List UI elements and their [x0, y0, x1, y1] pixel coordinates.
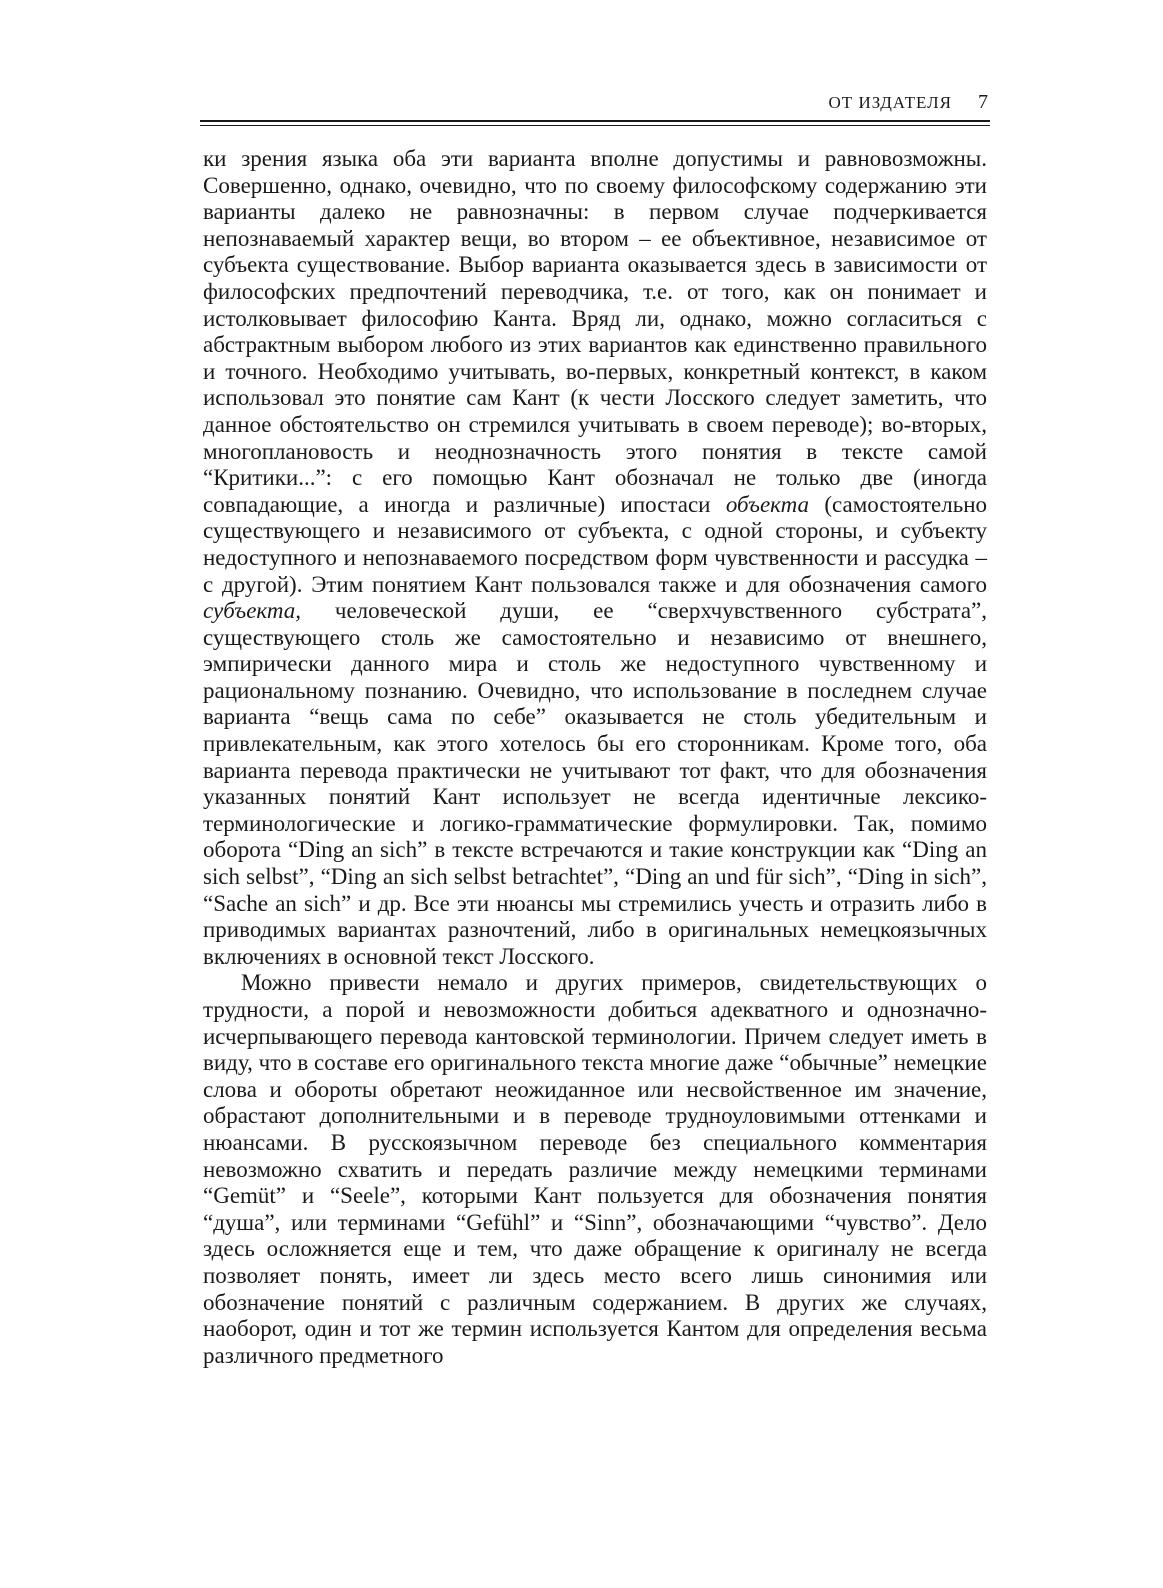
- italic-term-object: объекта: [725, 491, 810, 517]
- paragraph-1-text-c: человеческой души, ее “сверхчувственного субстрата”, существующего столь же самостоятельно и независимо от внешнего, эмпирически данного мира и столь же недоступного чувственному и рациональному познанию. Очевидно, что использование в последнем случае варианта “вещь сама по себе” оказывается не столь убедительным и привлекательным, как этого хотелось бы его сторонникам. Кроме того, оба варианта перевода практически не учитывают тот факт, что для обозначения указанных понятий Кант использует не всегда идентичные лексико-терминологические и логико-грамматические формулировки. Так, помимо оборота “Ding an sich” в тексте встречаются и такие конструкции как “Ding an sich selbst”, “Ding an sich selbst betrachtet”, “Ding an und für sich”, “Ding in sich”, “Sache an sich” и др. Все эти нюансы мы стремились учесть и отразить либо в приводимых вариантах разночтений, либо в оригинальных немецкоязычных включениях в основной текст Лосского.: [203, 598, 987, 969]
- body-text: [203, 146, 987, 1369]
- paragraph-2: Можно привести немало и других примеров, свидетельствующих о трудности, а порой и невозможности добиться адекватного и однозначно-исчерпывающего перевода кантовской терминологии. Причем следует иметь в виду, что в составе его оригинального текста многие даже “обычные” немецкие слова и обороты обретают неожиданное или несвойственное им значение, обрастают дополнительными и в переводе трудноуловимыми оттенками и нюансами. В русскоязычном переводе без специального комментария невозможно схватить и передать различие между немецкими терминами “Gemüt” и “Seele”, которыми Кант пользуется для обозначения понятия “душа”, или терминами “Gefühl” и “Sinn”, обозначающими “чувство”. Дело здесь осложняется еще и тем, что даже обращение к оригиналу не всегда позволяет понять, имеет ли здесь место всего лишь синонимия или обозначение понятий с различным содержанием. В других же случаях, наоборот, один и тот же термин используется Кантом для определения весьма различного предметного: [203, 970, 987, 1368]
- page-number: 7: [978, 91, 988, 113]
- paragraph-1: [203, 146, 987, 970]
- header-rule-thick: [200, 120, 990, 122]
- paragraph-1-text-b: (самостоятельно существующего и независимого от субъекта, с одной стороны, и субъекту недоступного и непознаваемого посредством форм чувственности и рассудка – с другой). Этим понятием Кант пользовался также и для обозначения самого: [203, 491, 988, 597]
- header-rule-thin: [200, 125, 990, 126]
- running-header: [200, 90, 990, 120]
- italic-term-subject: субъекта,: [203, 598, 301, 624]
- paragraph-1-text-a: ки зрения языка оба эти варианта вполне допустимы и равновозможны. Совершенно, однако, очевидно, что по своему философскому содержанию эти варианты далеко не равнозначны: в первом случае подчеркивается непознаваемый характер вещи, во втором – ее объективное, независимое от субъекта существование. Выбор варианта оказывается здесь в зависимости от философских предпочтений переводчика, т.е. от того, как он понимает и истолковывает философию Канта. Вряд ли, однако, можно согласиться с абстрактным выбором любого из этих вариантов как единственно правильного и точного. Необходимо учитывать, во-первых, конкретный контекст, в каком использовал это понятие сам Кант (к чести Лосского следует заметить, что данное обстоятельство он стремился учитывать в своем переводе); во-вторых, многоплановость и неоднозначность этого понятия в тексте самой “Критики...”: с его помощью Кант обозначал не только две (иногда совпадающие, а иногда и различные) ипостаси: [203, 146, 987, 517]
- running-header-title: ОТ ИЗДАТЕЛЯ: [828, 93, 952, 112]
